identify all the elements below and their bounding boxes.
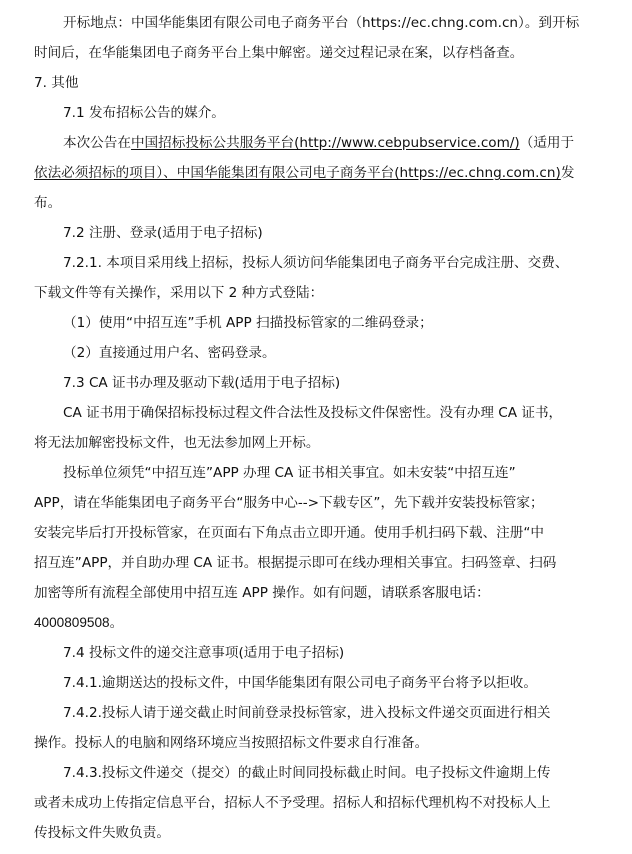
line-ca-app-4: 招互连”APP，并自助办理 CA 证书。根据提示即可在线办理相关事宜。扫码签章、扫码 [34,555,557,571]
list-item-2: （2）直接通过用户名、密码登录。 [63,345,276,361]
section-7-1-heading: 7.1 发布招标公告的媒介。 [63,105,225,121]
line-ca-app-3: 安装完毕后打开投标管家，在页面右下角点击立即开通。使用手机扫码下载、注册“中 [34,525,545,541]
section-7-4-heading: 7.4 投标文件的递交注意事项(适用于电子招标) [63,645,345,661]
line-decryption: 时间后，在华能集团电子商务平台上集中解密。递交过程记录在案，以存档备查。 [34,45,524,61]
line-announcement-end: 布。 [34,195,62,211]
line-7-4-2-cont: 操作。投标人的电脑和网络环境应当按照招标文件要求自行准备。 [34,735,429,751]
line-7-4-1: 7.4.1.逾期送达的投标文件，中国华能集团有限公司电子商务平台将予以拒收。 [63,675,537,691]
section-7-2-heading: 7.2 注册、登录(适用于电子招标) [63,225,263,241]
announcement-publish: 发 [560,165,575,181]
line-announcement-media [63,133,574,153]
line-ca-app-1: 投标单位须凭“中招互连”APP 办理 CA 证书相关事宜。如未安装“中招互连” [63,465,516,481]
list-item-1: （1）使用“中招互连”手机 APP 扫描投标管家的二维码登录； [63,315,433,331]
line-ca-purpose: CA 证书用于确保招标投标过程文件合法性及投标文件保密性。没有办理 CA 证书， [63,405,563,421]
line-ca-app-2: APP，请在华能集团电子商务平台“服务中心-->下载专区”，先下载并安装投标管家； [34,495,544,511]
section-7-3-heading: 7.3 CA 证书办理及驱动下载(适用于电子招标) [63,375,341,391]
line-ca-purpose-cont: 将无法加解密投标文件，也无法参加网上开标。 [34,435,320,451]
announcement-prefix: 本次公告在 [63,135,131,151]
announcement-applicable: （适用于 [519,135,575,151]
line-7-2-1: 7.2.1. 本项目采用线上招标，投标人须访问华能集团电子商务平台完成注册、交费、 [63,255,569,271]
line-7-4-3-cont: 或者未成功上传指定信息平台，招标人不予受理。招标人和招标代理机构不对投标人上 [34,795,551,811]
line-opening-location: 开标地点：中国华能集团有限公司电子商务平台（https://ec.chng.com.cn）。到开标 [63,15,580,31]
line-7-4-3-end: 传投标文件失败负责。 [34,825,170,841]
line-7-4-3: 7.4.3.投标文件递交（提交）的截止时间同投标截止时间。电子投标文件逾期上传 [63,765,551,781]
line-ca-app-5: 加密等所有流程全部使用中招互连 APP 操作。如有问题，请联系客服电话： [34,585,490,601]
chng-link-text[interactable]: 依法必须招标的项目）、中国华能集团有限公司电子商务平台(https://ec.chng.com.cn) [34,165,561,181]
customer-service-phone: 4000809508。 [34,615,124,630]
cebpubservice-link-text[interactable]: 中国招标投标公共服务平台(http://www.cebpubservice.com/) [130,135,520,151]
line-7-2-1-cont: 下载文件等有关操作，采用以下 2 种方式登陆： [34,285,324,301]
section-7-heading: 7. 其他 [34,75,79,91]
line-announcement-media-2 [34,163,574,183]
line-7-4-2: 7.4.2.投标人请于递交截止时间前登录投标管家，进入投标文件递交页面进行相关 [63,705,551,721]
